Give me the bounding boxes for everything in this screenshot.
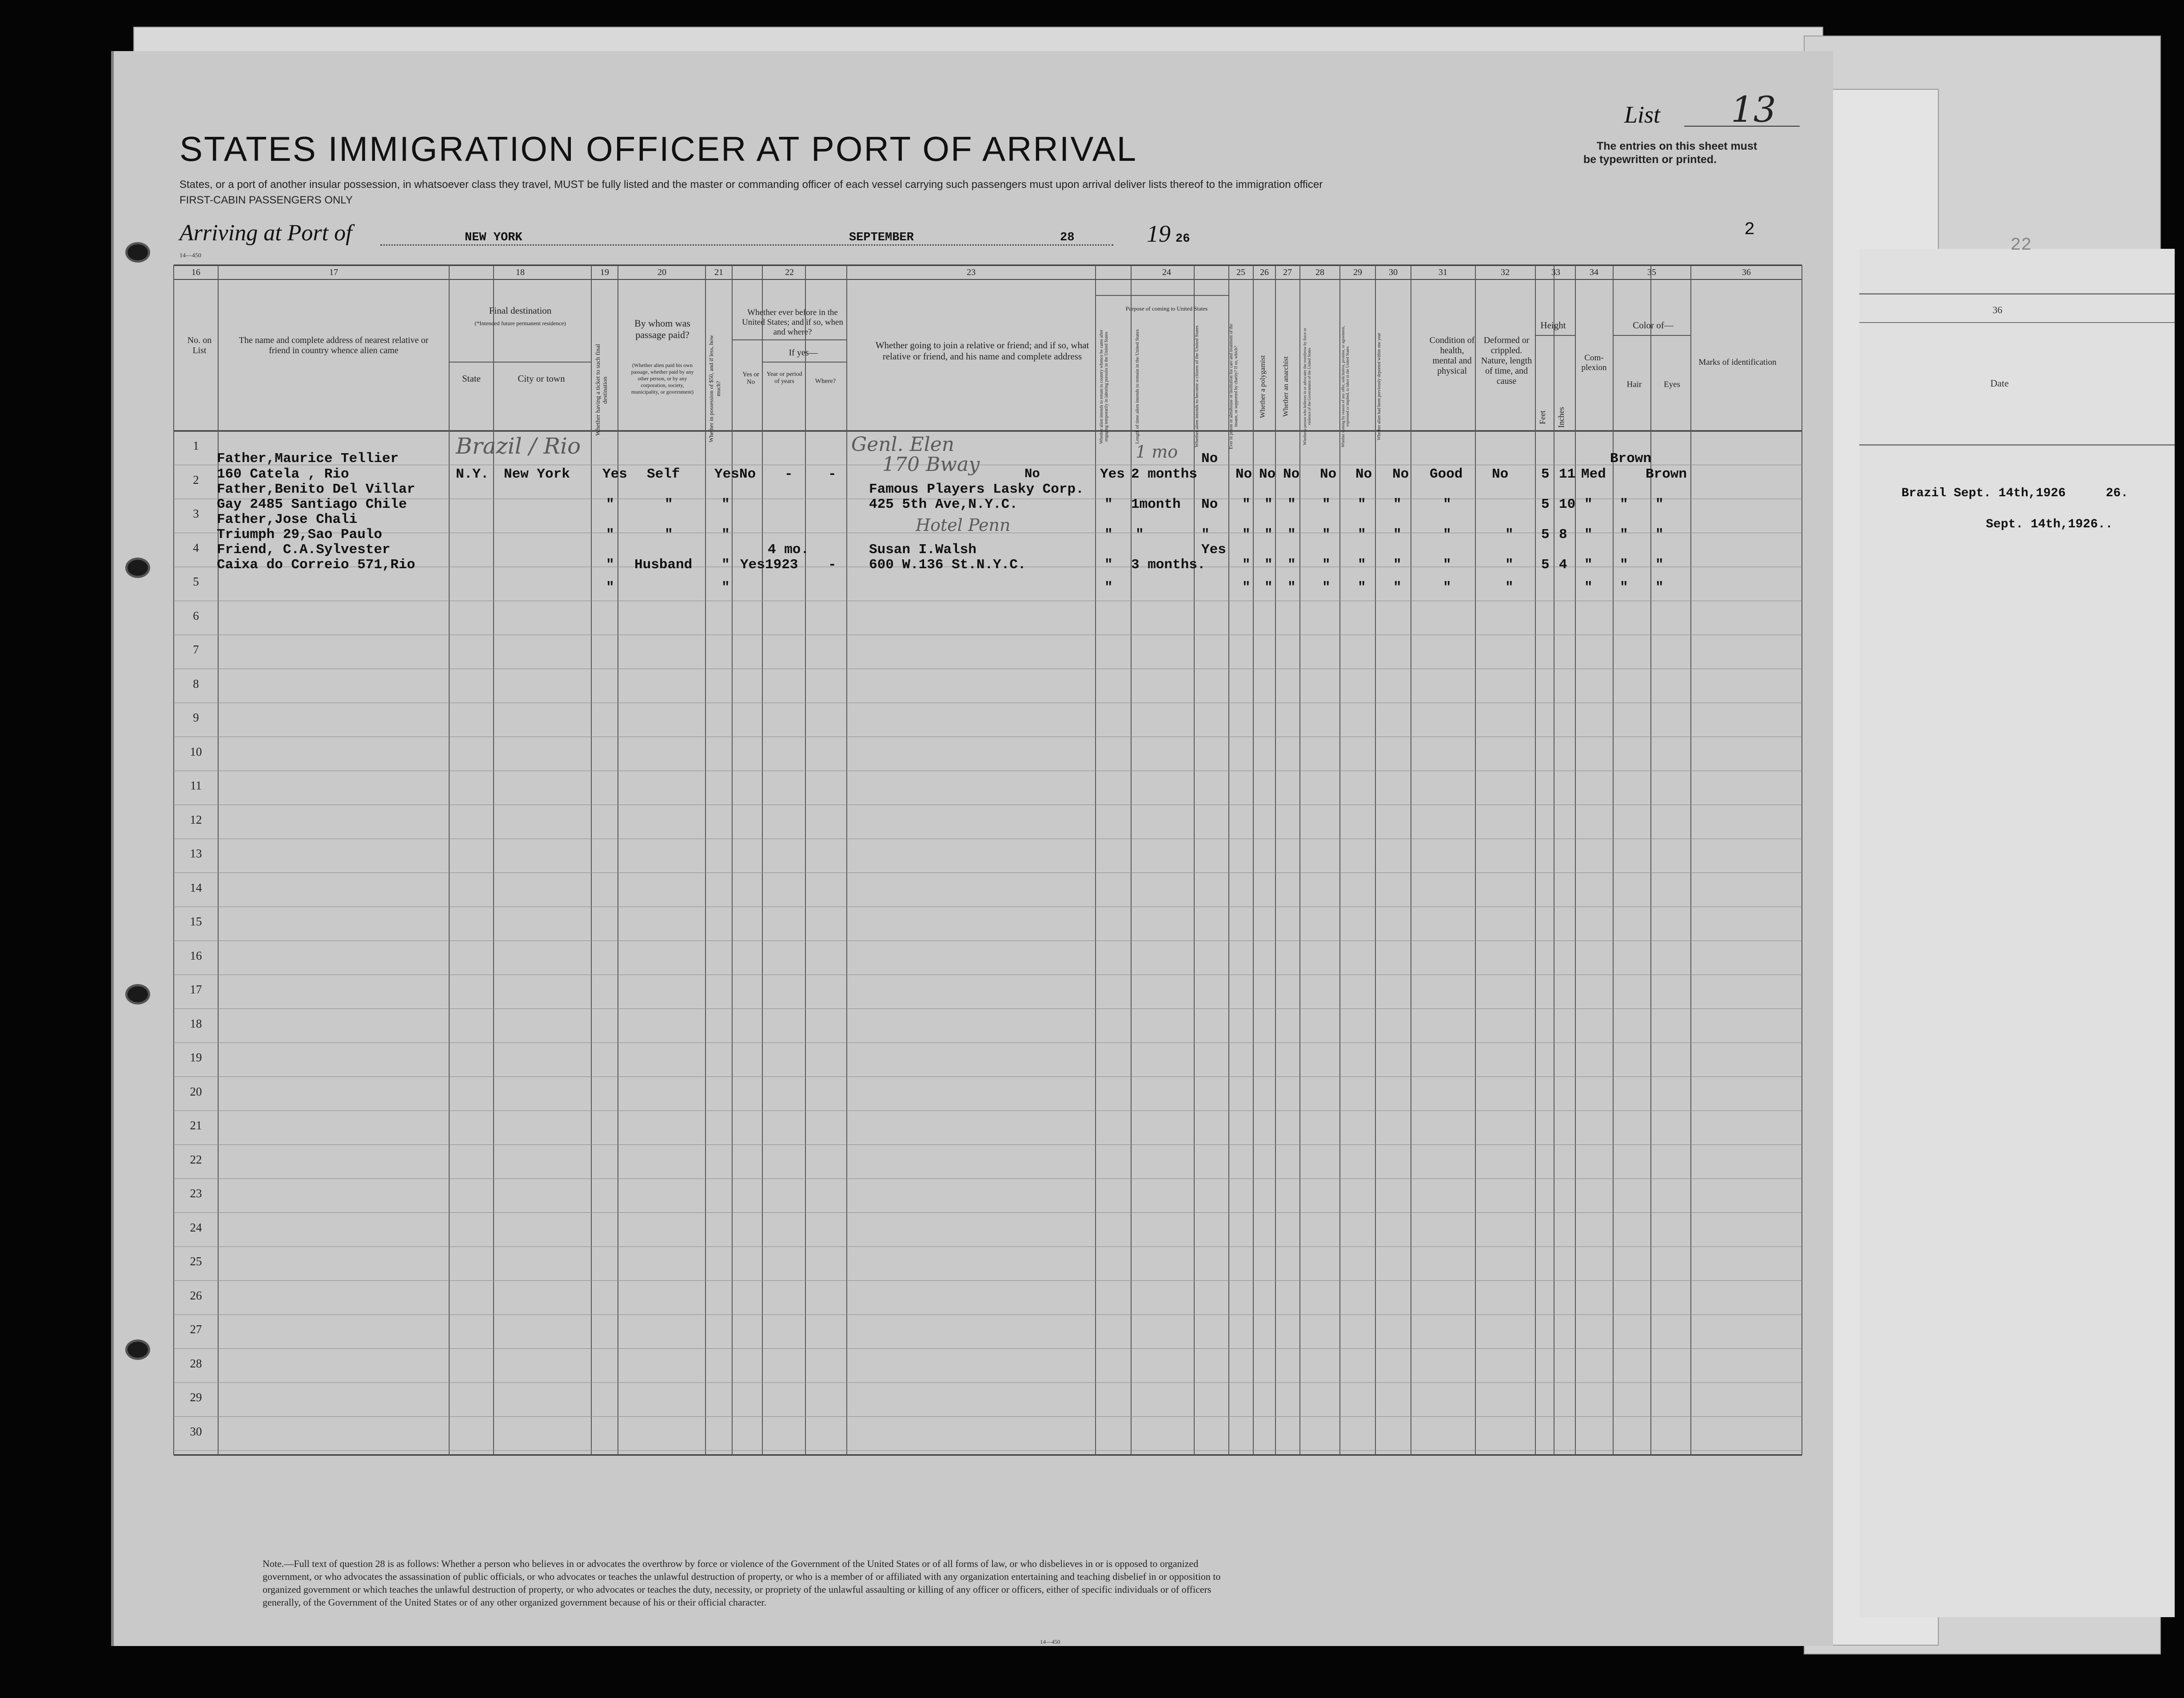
ditto-mark: " <box>1393 497 1402 512</box>
r4-citizen: Yes <box>1201 542 1226 558</box>
column-number: 25 <box>1236 267 1245 277</box>
row-number: 9 <box>193 711 199 724</box>
ditto-mark: " <box>1620 497 1628 512</box>
ditto-mark: " <box>1242 580 1251 595</box>
ditto-mark: " <box>1264 497 1273 512</box>
header-purpose-c: Whether alien intends to become a citizen of the United States <box>1194 325 1200 448</box>
ditto-mark: " <box>1655 557 1664 573</box>
ditto-mark: " <box>1322 557 1331 573</box>
column-number: 18 <box>516 267 525 277</box>
row-number: 26 <box>190 1288 202 1302</box>
ditto-mark: " <box>1287 557 1296 573</box>
ditto-mark: " <box>1393 527 1402 542</box>
ditto-mark: " <box>1104 557 1113 573</box>
ditto-mark: " <box>1620 580 1628 595</box>
r3-feet: 5 <box>1541 527 1550 542</box>
r1-citizen: No <box>1201 451 1218 466</box>
column-number: 34 <box>1590 267 1598 277</box>
ditto-mark: " <box>606 580 614 595</box>
r1-where-dash: - <box>828 466 837 482</box>
ditto-mark: " <box>1136 527 1144 542</box>
column-number: 31 <box>1439 267 1447 277</box>
header-passage-note: (Whether alien paid his own passage, whether paid by any other person, or by any corporation, society, municipality, or government) <box>631 362 694 395</box>
r4-period: 4 mo. <box>768 542 809 558</box>
entry-1-line-2: 160 Catela , Rio <box>217 466 349 482</box>
r1-city: New York <box>504 466 570 482</box>
column-number: 21 <box>714 267 723 277</box>
column-number: 28 <box>1315 267 1324 277</box>
column-number: 22 <box>785 267 794 277</box>
row-number: 19 <box>190 1051 202 1064</box>
form-code: 14—450 <box>179 252 201 259</box>
handwritten-destination: Brazil / Rio <box>456 433 581 459</box>
header-passage: By whom was passage paid? <box>634 318 690 340</box>
r1-before: No <box>739 466 756 482</box>
list-number: 13 <box>1731 89 1776 130</box>
header-where: Where? <box>815 378 836 385</box>
ditto-mark: " <box>606 527 614 542</box>
header-purpose: Purpose of coming to United States <box>1125 305 1208 312</box>
header-color-of: Color of— <box>1633 320 1674 331</box>
row-number: 21 <box>190 1119 202 1132</box>
ditto-mark: " <box>1443 557 1451 573</box>
r4-join-1: Susan I.Walsh <box>869 542 976 558</box>
ditto-mark: " <box>1505 557 1514 573</box>
header-deformed: Deformed or crippled. Nature, length of time, and cause <box>1481 335 1532 386</box>
list-label: List <box>1624 101 1661 128</box>
year-suffix: 26 <box>1176 232 1190 246</box>
form-title: STATES IMMIGRATION OFFICER AT PORT OF ARRIVAL <box>179 129 1138 168</box>
ditto-mark: " <box>1505 527 1514 542</box>
ditto-mark: " <box>1242 497 1251 512</box>
entry-3-line-1: Father,Jose Chali <box>217 512 358 527</box>
header-anarchist: Whether an anarchist <box>1282 356 1290 417</box>
header-ticket: Whether having a ticket to such final destination <box>595 344 609 436</box>
adjacent-date-label: Date <box>1990 378 2009 389</box>
column-number: 19 <box>600 267 609 277</box>
ditto-mark: " <box>1620 557 1628 573</box>
row-number: 22 <box>190 1152 202 1166</box>
row-number: 30 <box>190 1424 202 1438</box>
adjacent-col-number: 36 <box>1993 304 2002 315</box>
ditto-mark: " <box>1358 527 1366 542</box>
entry-3-line-2: Triumph 29,Sao Paulo <box>217 527 383 542</box>
row-number: 13 <box>190 847 202 860</box>
ditto-mark: " <box>665 527 673 542</box>
ditto-mark: " <box>1505 580 1514 595</box>
header-hair: Hair <box>1626 380 1642 389</box>
column-number: 27 <box>1283 267 1292 277</box>
ditto-mark: " <box>721 497 730 512</box>
month-value: SEPTEMBER <box>849 231 914 244</box>
column-number: 30 <box>1389 267 1398 277</box>
adjacent-line-1-tail: 26. <box>2106 486 2128 500</box>
row-number: 1 <box>193 439 199 452</box>
r4-year: 1923 <box>765 557 798 573</box>
header-prison: Ever in prison or almshouse or institution for care and treatment of the insane, or supported by charity? If so, which? <box>1229 323 1239 450</box>
form-subtitle: States, or a port of another insular possession, in whatsoever class they travel, MUST be fully listed and the master or commanding officer of each vessel carrying such passengers must upon arrival deliver lists thereof to the immigration officer <box>179 179 1323 191</box>
typewritten-note-2: be typewritten or printed. <box>1583 153 1717 166</box>
column-number: 32 <box>1501 267 1510 277</box>
r1-passage: Self <box>647 466 680 482</box>
handwritten-join-2: 170 Bway <box>882 453 980 476</box>
header-final-destination: Final destination <box>489 305 552 316</box>
row-number: 20 <box>190 1084 202 1098</box>
column-number: 29 <box>1353 267 1362 277</box>
row-number: 10 <box>190 745 202 758</box>
row-number: 2 <box>193 473 199 486</box>
entry-4-line-2: Caixa do Correio 571,Rio <box>217 557 415 573</box>
ditto-mark: " <box>1287 527 1296 542</box>
footnote-code: 14—450 <box>1040 1638 1060 1645</box>
ditto-mark: " <box>1443 527 1451 542</box>
adjacent-line-2: Sept. 14th,1926.. <box>1986 518 2113 531</box>
adjacent-line-1: Brazil Sept. 14th,1926 <box>1901 486 2066 500</box>
header-yes-no: Yes or No <box>742 371 760 386</box>
port-value: NEW YORK <box>465 231 522 244</box>
r1-purpose-a: Yes <box>1100 466 1125 482</box>
r2-inches: 10 <box>1559 497 1576 512</box>
page-mark: 2 <box>1744 220 1755 240</box>
row-number: 3 <box>193 507 199 520</box>
ditto-mark: " <box>1322 580 1331 595</box>
entry-4-line-1: Friend, C.A.Sylvester <box>217 542 391 558</box>
row-number: 23 <box>190 1187 202 1200</box>
row-number: 4 <box>193 541 199 554</box>
manifest-sheet <box>111 51 1833 1646</box>
header-inches: Inches <box>1557 407 1566 428</box>
ditto-mark: " <box>1358 497 1366 512</box>
ditto-mark: " <box>1322 527 1331 542</box>
header-purpose-b: Length of time alien intends to remain in the United States <box>1135 329 1140 444</box>
r2-join-1: Famous Players Lasky Corp. <box>869 482 1084 497</box>
r4-inches: 4 <box>1559 557 1567 573</box>
row-number: 24 <box>190 1220 202 1234</box>
r1-deported: No <box>1392 466 1409 482</box>
row-number: 25 <box>190 1255 202 1268</box>
ditto-mark: " <box>1322 497 1331 512</box>
ditto-mark: " <box>1584 580 1593 595</box>
adjacent-sheet <box>1859 235 2175 1617</box>
r4-length: 3 months. <box>1131 557 1206 573</box>
header-joining: Whether going to join a relative or friend; and if so, what relative or friend, and his name and complete address <box>875 340 1089 362</box>
r1-period-dash: - <box>785 466 793 482</box>
ditto-mark: " <box>1201 527 1210 542</box>
r1-ticket: Yes <box>602 466 627 482</box>
ditto-mark: " <box>1584 527 1593 542</box>
row-number: 8 <box>193 677 199 690</box>
header-state: State <box>462 373 481 384</box>
r1-deformed: No <box>1492 466 1509 482</box>
header-city: City or town <box>518 373 565 384</box>
row-number: 7 <box>193 643 199 656</box>
r2-length: 1month <box>1131 497 1181 512</box>
year-prefix: 19 <box>1147 220 1171 247</box>
r1-labor: No <box>1355 466 1372 482</box>
row-number: 11 <box>190 779 202 792</box>
ditto-mark: " <box>1287 580 1296 595</box>
r1-health: Good <box>1430 466 1463 482</box>
adjacent-top-number: 22 <box>2010 235 2032 255</box>
manifest-grid <box>114 51 1833 1646</box>
row-number: 27 <box>190 1323 202 1336</box>
r4-join-2: 600 W.136 St.N.Y.C. <box>869 557 1026 573</box>
header-purpose-a: Whether alien intends to return to country whence he came after engaging temporarily in laboring pursuits in the United States <box>1099 329 1109 444</box>
ditto-mark: " <box>1393 557 1402 573</box>
entry-1-line-1: Father,Maurice Tellier <box>217 451 399 466</box>
ditto-mark: " <box>721 580 730 595</box>
column-number: 33 <box>1551 267 1560 277</box>
header-no-on-list: No. on List <box>187 335 212 355</box>
header-complexion: Com-plexion <box>1581 353 1607 372</box>
handwritten-hotel: Hotel Penn <box>916 515 1011 535</box>
header-marks: Marks of identification <box>1698 358 1777 367</box>
r1-feet: 5 <box>1541 466 1550 482</box>
entry-2-line-2: Gay 2485 Santiago Chile <box>217 497 407 512</box>
r1-overthrow: No <box>1320 466 1337 482</box>
r3-inches: 8 <box>1559 527 1567 542</box>
ditto-mark: " <box>1584 497 1593 512</box>
handwritten-join-1: Genl. Elen <box>851 433 955 456</box>
ditto-mark: " <box>1104 580 1113 595</box>
ditto-mark: " <box>606 557 614 573</box>
r2-join-2: 425 5th Ave,N.Y.C. <box>869 497 1018 512</box>
ditto-mark: " <box>1264 527 1273 542</box>
ditto-mark: " <box>665 497 673 512</box>
ditto-mark: " <box>1620 527 1628 542</box>
column-number: 35 <box>1647 267 1656 277</box>
ditto-mark: " <box>1655 527 1664 542</box>
header-feet: Feet <box>1538 411 1547 425</box>
row-number: 18 <box>190 1016 202 1030</box>
column-number: 20 <box>658 267 666 277</box>
ditto-mark: " <box>1104 497 1113 512</box>
column-number: 17 <box>329 267 338 277</box>
header-money: Whether in possession of $50, and if less, how much? <box>708 335 721 442</box>
r1-join-no: No <box>1024 466 1040 481</box>
ditto-mark: " <box>1264 580 1273 595</box>
row-number: 14 <box>190 881 202 894</box>
r1-anarchist: No <box>1283 466 1300 482</box>
ditto-mark: " <box>1358 580 1366 595</box>
r2-citizen: No <box>1201 497 1218 512</box>
ditto-mark: " <box>1443 497 1451 512</box>
header-height: Height <box>1540 320 1566 331</box>
r2-feet: 5 <box>1541 497 1550 512</box>
header-deported: Whether alien had been previously deported within one year <box>1377 333 1382 440</box>
column-number: 23 <box>967 267 976 277</box>
ditto-mark: " <box>1242 527 1251 542</box>
r1-hair: Brown <box>1610 451 1652 466</box>
column-number: 26 <box>1260 267 1269 277</box>
ditto-mark: " <box>1443 580 1451 595</box>
column-number: 36 <box>1742 267 1751 277</box>
header-overthrow: Whether a person who believes in or advocates the overthrow by force or violence of the Government of the United States <box>1303 328 1311 445</box>
row-number: 15 <box>190 915 202 928</box>
header-if-yes: If yes— <box>789 348 818 358</box>
ditto-mark: " <box>1393 580 1402 595</box>
header-final-destination-note: (*Intended future permanent residence) <box>474 320 566 327</box>
row-number: 5 <box>193 575 199 588</box>
header-labor: Whether coming by reason of any offer, solicitation, promise, or agreement, expressed or implied, to labor in the United States <box>1341 326 1350 447</box>
ditto-mark: " <box>1655 580 1664 595</box>
ditto-mark: " <box>1264 557 1273 573</box>
header-before-us: Whether ever before in the United States; and if so, when and where? <box>742 308 843 337</box>
ditto-mark: " <box>606 497 614 512</box>
row-number: 17 <box>190 983 202 996</box>
ditto-mark: " <box>1242 557 1251 573</box>
column-number: 24 <box>1162 267 1171 277</box>
row-number: 6 <box>193 609 199 622</box>
arriving-label: Arriving at Port of <box>179 220 352 246</box>
r1-length: 2 months <box>1131 466 1197 482</box>
row-number: 12 <box>190 813 202 826</box>
entry-2-line-1: Father,Benito Del Villar <box>217 482 415 497</box>
r1-complexion: Med <box>1581 466 1606 482</box>
row-number: 16 <box>190 949 202 962</box>
ditto-mark: " <box>1584 557 1593 573</box>
ditto-mark: " <box>1358 557 1366 573</box>
header-health: Condition of health, mental and physical <box>1429 335 1475 376</box>
r1-prison: No <box>1235 466 1252 482</box>
row-number: 29 <box>190 1391 202 1404</box>
class-note: FIRST-CABIN PASSENGERS ONLY <box>179 194 353 206</box>
day-value: 28 <box>1060 231 1075 244</box>
header-polygamist: Whether a polygamist <box>1259 355 1267 418</box>
r4-where-dash: - <box>828 557 837 573</box>
r4-before: Yes <box>740 557 765 573</box>
header-relative-address: The name and complete address of nearest relative or friend in country whence alien came <box>239 335 429 355</box>
r1-inches: 11 <box>1559 466 1576 482</box>
header-year-period: Year or period of years <box>766 371 802 385</box>
ditto-mark: " <box>721 557 730 573</box>
ditto-mark: " <box>721 527 730 542</box>
ditto-mark: " <box>1655 497 1664 512</box>
header-eyes: Eyes <box>1664 380 1680 389</box>
column-number: 16 <box>191 267 200 277</box>
footnote: Note.—Full text of question 28 is as follows: Whether a person who believes in or advocates the overthrow by force or violence of the Government of the United States or of all forms of law, or who disbelieves in or is opposed to organized government, or who advocates the assassination of public officials, or who advocates or teaches the unlawful destruction of property, or who is a member of or affiliated with any organization entertaining and teaching disbelief in or opposition to organized government or which teaches the unlawful destruction of property, or who advocates or teaches the duty, necessity, or propriety of the unlawful assaulting or killing of any officer or officers, either of specific individuals or of officers generally, of the Government of the United States or of any other organized government because of his or their official character. <box>263 1558 1221 1608</box>
r1-money: Yes <box>714 466 739 482</box>
ditto-mark: " <box>1104 527 1113 542</box>
r1-eyes: Brown <box>1646 466 1687 482</box>
r4-feet: 5 <box>1541 557 1550 573</box>
r1-state: N.Y. <box>456 466 489 482</box>
r1-polygamist: No <box>1259 466 1276 482</box>
r4-passage: Husband <box>634 557 693 573</box>
ditto-mark: " <box>1287 497 1296 512</box>
handwritten-length: 1 mo <box>1136 442 1178 462</box>
row-number: 28 <box>190 1356 202 1370</box>
typewritten-note-1: The entries on this sheet must <box>1597 140 1758 152</box>
